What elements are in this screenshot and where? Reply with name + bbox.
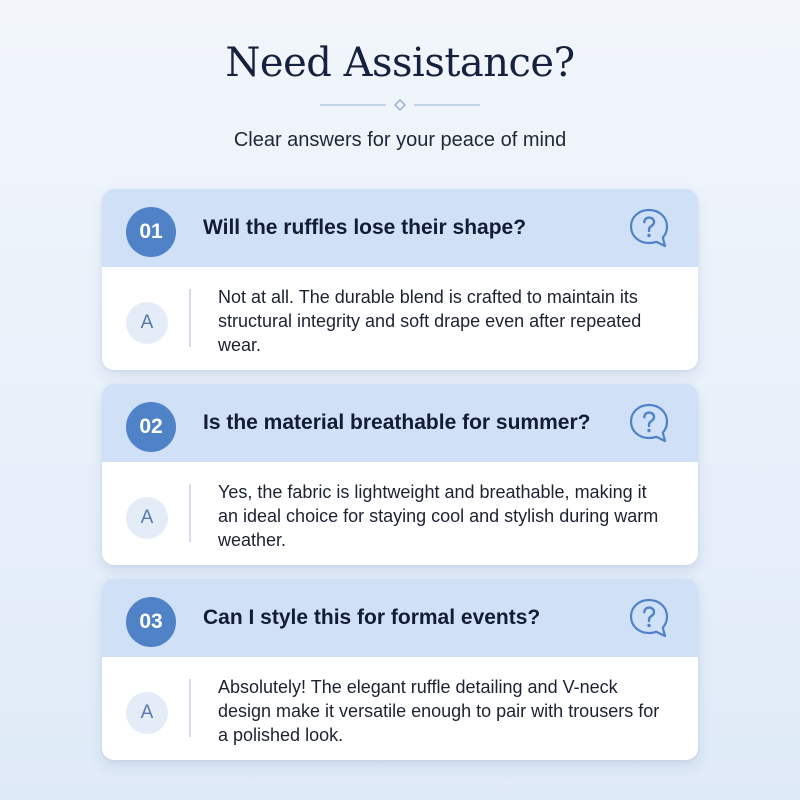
page-title: Need Assistance? [225, 40, 575, 86]
answer-badge: A [126, 302, 168, 344]
faq-card [102, 579, 698, 760]
answer-divider [189, 484, 191, 542]
question-bubble-icon [626, 595, 672, 641]
answer-divider [189, 289, 191, 347]
page-subtitle: Clear answers for your peace of mind [233, 129, 567, 151]
question-bubble-icon [626, 400, 672, 446]
answer-badge: A [126, 497, 168, 539]
faq-answer: Yes, the fabric is lightweight and breathable, making it an ideal choice for staying cool and stylish during warm weather. [218, 482, 659, 550]
faq-question-header[interactable] [102, 579, 698, 657]
answer-badge: A [126, 692, 168, 734]
question-number-badge: 03 [126, 597, 176, 647]
faq-answer: Not at all. The durable blend is crafted to maintain its structural integrity and soft drape even after repeated wear. [218, 287, 642, 355]
faq-question: Is the material breathable for summer? [203, 411, 591, 434]
diamond-divider-icon [320, 98, 480, 112]
faq-question: Can I style this for formal events? [203, 606, 541, 629]
question-bubble-icon [626, 205, 672, 251]
faq-card [102, 189, 698, 370]
faq-question: Will the ruffles lose their shape? [203, 216, 527, 239]
faq-card [102, 384, 698, 565]
question-number-badge: 01 [126, 207, 176, 257]
faq-question-header[interactable] [102, 384, 698, 462]
answer-divider [189, 679, 191, 737]
faq-answer: Absolutely! The elegant ruffle detailing and V-neck design make it versatile enough to pair with trousers for a polished look. [218, 677, 660, 745]
question-number-badge: 02 [126, 402, 176, 452]
faq-question-header[interactable] [102, 189, 698, 267]
